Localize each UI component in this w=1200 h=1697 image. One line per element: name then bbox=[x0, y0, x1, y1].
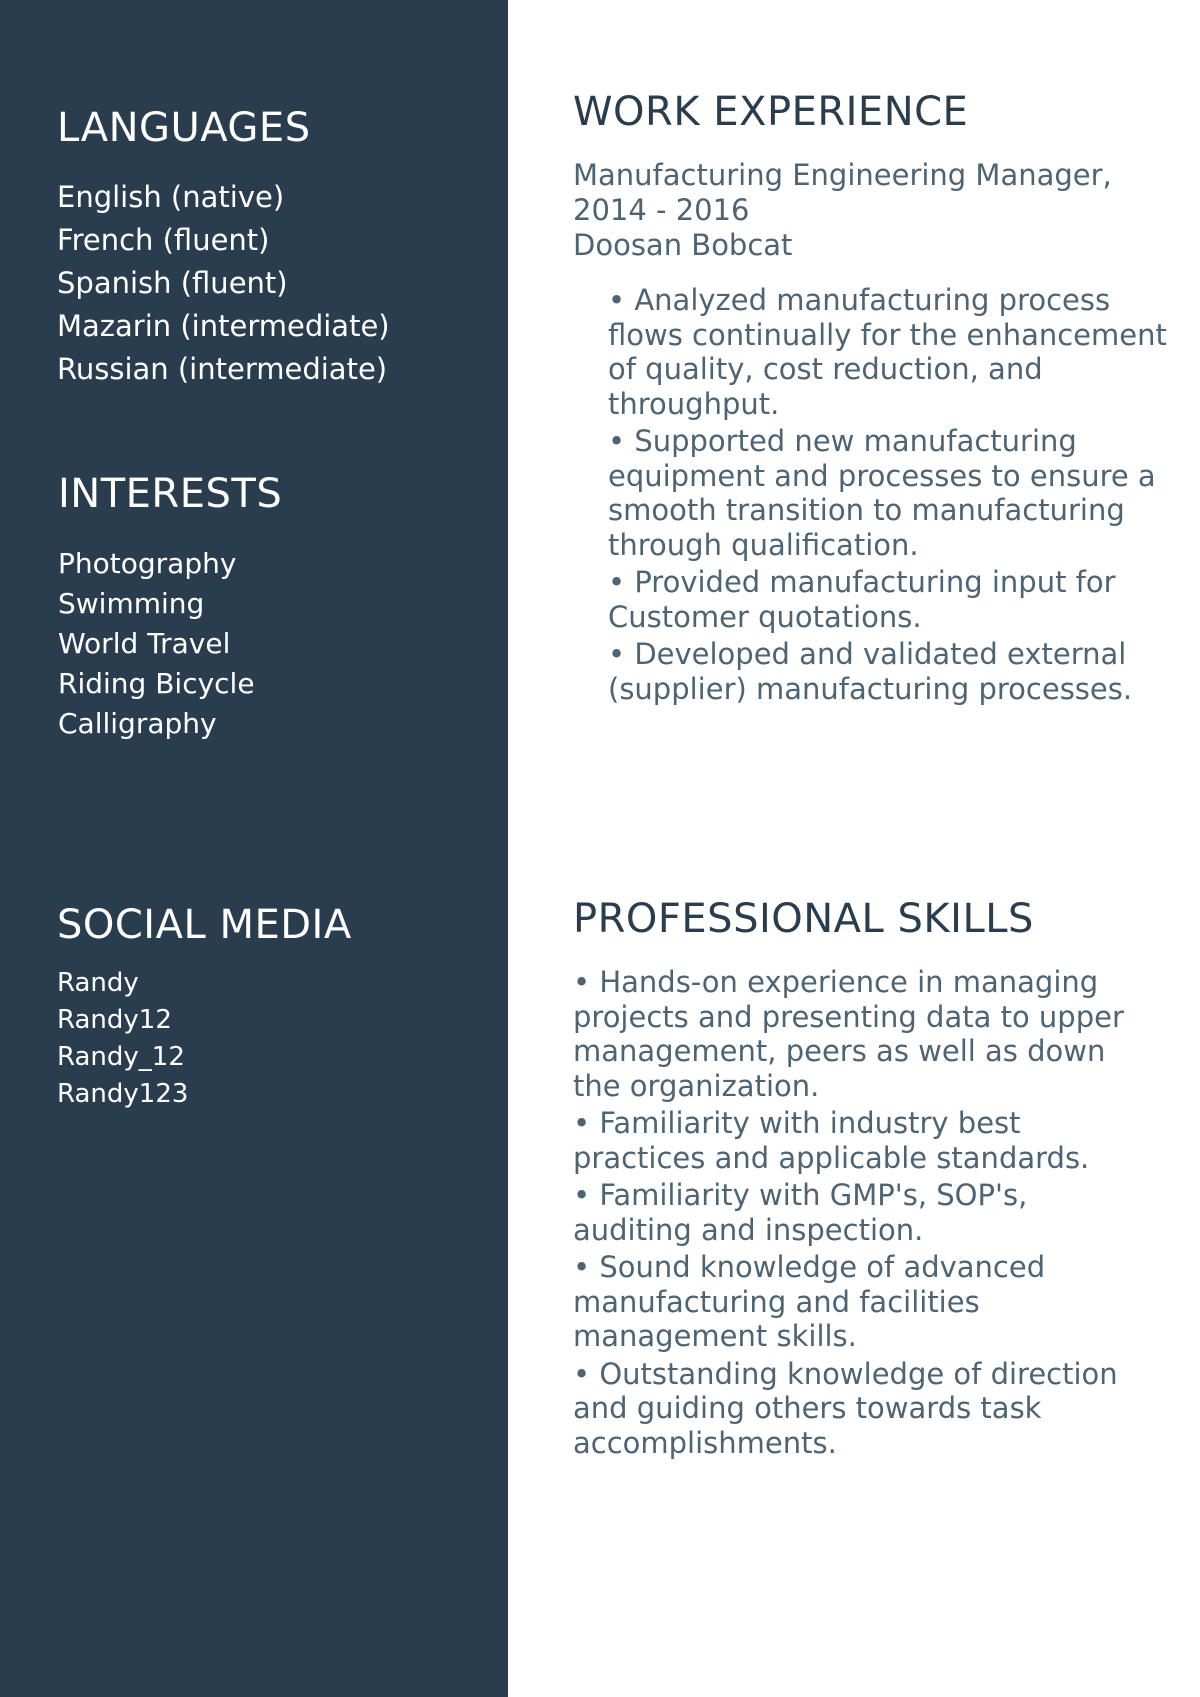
skills-bullets bbox=[573, 965, 1153, 1460]
social-media-list bbox=[57, 965, 352, 1113]
social-handle: Randy bbox=[57, 968, 139, 998]
social-media-heading: SOCIAL MEDIA bbox=[57, 902, 352, 948]
social-handle: Randy12 bbox=[57, 1005, 172, 1035]
social-handle: Randy123 bbox=[57, 1079, 189, 1109]
skill-bullet: • Familiarity with GMP's, SOP's, auditing and inspection. bbox=[573, 1178, 1028, 1247]
languages-section bbox=[57, 104, 390, 391]
sidebar bbox=[0, 0, 508, 1697]
social-media-section bbox=[57, 901, 352, 1113]
skill-bullet: • Hands-on experience in managing projects and presenting data to upper management, peers as well as down the organization. bbox=[573, 965, 1124, 1103]
interest-item: Riding Bicycle bbox=[58, 667, 255, 700]
language-item: Mazarin (intermediate) bbox=[57, 309, 390, 343]
work-experience-section bbox=[573, 88, 1168, 709]
interest-item: Swimming bbox=[58, 587, 205, 620]
work-bullet: • Developed and validated external (supplier) manufacturing processes. bbox=[608, 637, 1133, 706]
language-item: French (fluent) bbox=[57, 223, 270, 257]
skill-bullet: • Familiarity with industry best practices and applicable standards. bbox=[573, 1106, 1090, 1175]
professional-skills-section bbox=[573, 895, 1153, 1463]
professional-skills-heading: PROFESSIONAL SKILLS bbox=[573, 896, 1034, 942]
interests-list bbox=[58, 544, 282, 744]
interest-item: Photography bbox=[58, 547, 237, 580]
skill-bullet: • Sound knowledge of advanced manufacturing and facilities management skills. bbox=[573, 1250, 1046, 1353]
main-content bbox=[508, 0, 1200, 1697]
interests-section bbox=[58, 470, 282, 744]
interest-item: World Travel bbox=[58, 627, 231, 660]
work-bullet: • Supported new manufacturing equipment and processes to ensure a smooth transition to manufacturing through qualification. bbox=[608, 424, 1156, 562]
work-bullet: • Provided manufacturing input for Customer quotations. bbox=[608, 565, 1116, 634]
work-experience-heading: WORK EXPERIENCE bbox=[573, 89, 969, 135]
job-years: 2014 - 2016 bbox=[573, 193, 750, 227]
language-item: Russian (intermediate) bbox=[57, 352, 388, 386]
job-company: Doosan Bobcat bbox=[573, 228, 793, 262]
languages-list bbox=[57, 176, 390, 391]
interests-heading: INTERESTS bbox=[58, 471, 283, 517]
skill-bullet: • Outstanding knowledge of direction and guiding others towards task accomplishments. bbox=[573, 1356, 1118, 1460]
job-position: Manufacturing Engineering Manager, bbox=[573, 158, 1112, 192]
social-handle: Randy_12 bbox=[57, 1042, 185, 1072]
work-bullets bbox=[608, 283, 1168, 706]
work-bullet: • Analyzed manufacturing process flows continually for the enhancement of quality, cost reduction, and throughput. bbox=[608, 283, 1167, 421]
languages-heading: LANGUAGES bbox=[57, 105, 311, 151]
job-header bbox=[573, 158, 1168, 263]
language-item: Spanish (fluent) bbox=[57, 266, 288, 300]
language-item: English (native) bbox=[57, 180, 285, 214]
interest-item: Calligraphy bbox=[58, 707, 217, 740]
